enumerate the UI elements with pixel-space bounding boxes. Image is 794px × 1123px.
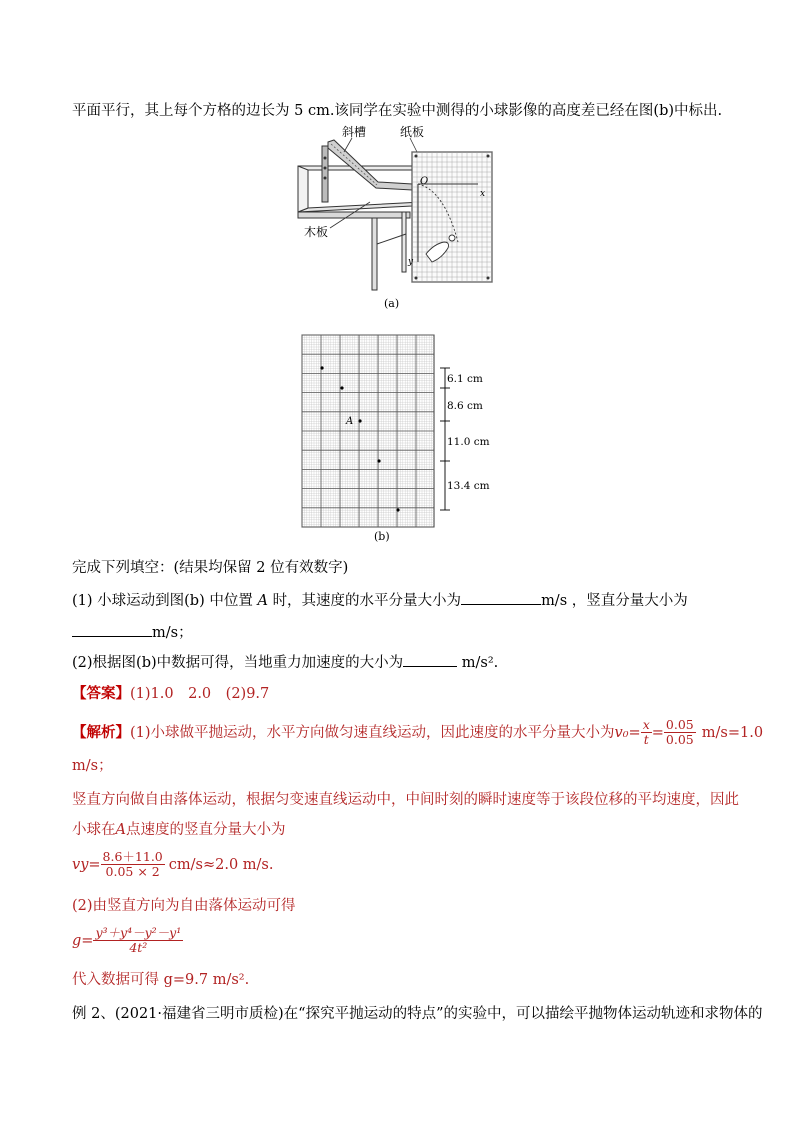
fraction-g: $\frac{\text{y³＋y⁴－y²－y¹}}{\text{4t²}}$ xyxy=(95,925,182,955)
figure-a xyxy=(294,124,496,292)
measure-1: 6.1 cm xyxy=(447,373,483,385)
label-origin: O xyxy=(420,176,429,187)
question-2: (2)根据图(b)中数据可得，当地重力加速度的大小为 m/s². xyxy=(72,652,498,673)
question-1-cont: m/s； xyxy=(72,622,193,643)
ball-point xyxy=(320,366,323,369)
figure-b-drawing xyxy=(300,333,500,529)
fraction-x-over-t: $\frac{x}{t}$ xyxy=(642,717,650,747)
ball-point xyxy=(377,459,380,462)
fraction-vy: $\frac{8.6+11.0}{0.05 \times 2}$ xyxy=(102,849,163,879)
label-x: x xyxy=(480,189,486,199)
analysis-vy-formula: vy= $\frac{8.6+11.0}{0.05 \times 2}$ cm/s≈2.0 m/s. xyxy=(72,849,274,879)
answer-blank-3[interactable] xyxy=(403,652,457,667)
intro-text: 平面平行，其上每个方格的边长为 5 cm.该同学在实验中测得的小球影像的高度差已经在图(b)中标出. xyxy=(72,103,723,119)
figure-a-drawing xyxy=(294,124,496,292)
measure-3: 11.0 cm xyxy=(447,436,490,448)
analysis-line-1b: m/s； xyxy=(72,758,113,774)
analysis-line-3: 小球在A点速度的竖直分量大小为 xyxy=(72,822,286,838)
analysis-line-1: 【解析】 (1)小球做平抛运动，水平方向做匀速直线运动，因此速度的水平分量大小为 v₀= $\frac{x}{t}$ = $\frac{0.05}{0.05}$ m/s=1.0 xyxy=(72,717,764,747)
figure-a-caption: (a) xyxy=(384,297,400,310)
answer-blank-2[interactable] xyxy=(72,622,152,637)
measure-2: 8.6 cm xyxy=(447,400,483,412)
analysis-line-5: (2)由竖直方向为自由落体运动可得 xyxy=(72,898,296,914)
instruction-text: 完成下列填空：(结果均保留 2 位有效数字) xyxy=(72,560,349,576)
figure-b xyxy=(300,333,500,529)
analysis-tag: 【解析】 xyxy=(72,723,130,741)
answer-tag: 【答案】 xyxy=(72,685,130,702)
analysis-line-2: 竖直方向做自由落体运动，根据匀变速直线运动中，中间时刻的瞬时速度等于该段位移的平均速度，因此 xyxy=(72,792,739,808)
ball-point xyxy=(340,386,343,389)
label-board: 木板 xyxy=(304,225,329,239)
ball-point xyxy=(396,508,399,511)
question-1: (1) 小球运动到图(b) 中位置 A 时，其速度的水平分量大小为 m/s ，竖直分量大小为 xyxy=(72,590,688,611)
ball-point-a xyxy=(358,419,361,422)
answer-blank-1[interactable] xyxy=(461,590,541,605)
label-a: A xyxy=(346,416,354,427)
measure-4: 13.4 cm xyxy=(447,480,490,492)
answer-text: (1)1.0 2.0 (2)9.7 xyxy=(130,686,270,702)
analysis-g-formula: g= $\frac{\text{y³＋y⁴－y²－y¹}}{\text{4t²}}$ xyxy=(72,925,182,955)
label-chute: 斜槽 xyxy=(342,125,367,139)
fraction-values: $\frac{0.05}{0.05}$ xyxy=(665,717,694,747)
figure-b-caption: (b) xyxy=(374,530,390,543)
answer-line xyxy=(72,684,269,704)
analysis-line-7: 代入数据可得 g=9.7 m/s². xyxy=(72,972,250,988)
example-2-text: 例 2、(2021·福建省三明市质检)在“探究平抛运动的特点”的实验中，可以描绘平抛物体运动轨迹和求物体的 xyxy=(72,1006,763,1022)
label-paper: 纸板 xyxy=(400,125,425,139)
label-y: y xyxy=(408,257,414,267)
